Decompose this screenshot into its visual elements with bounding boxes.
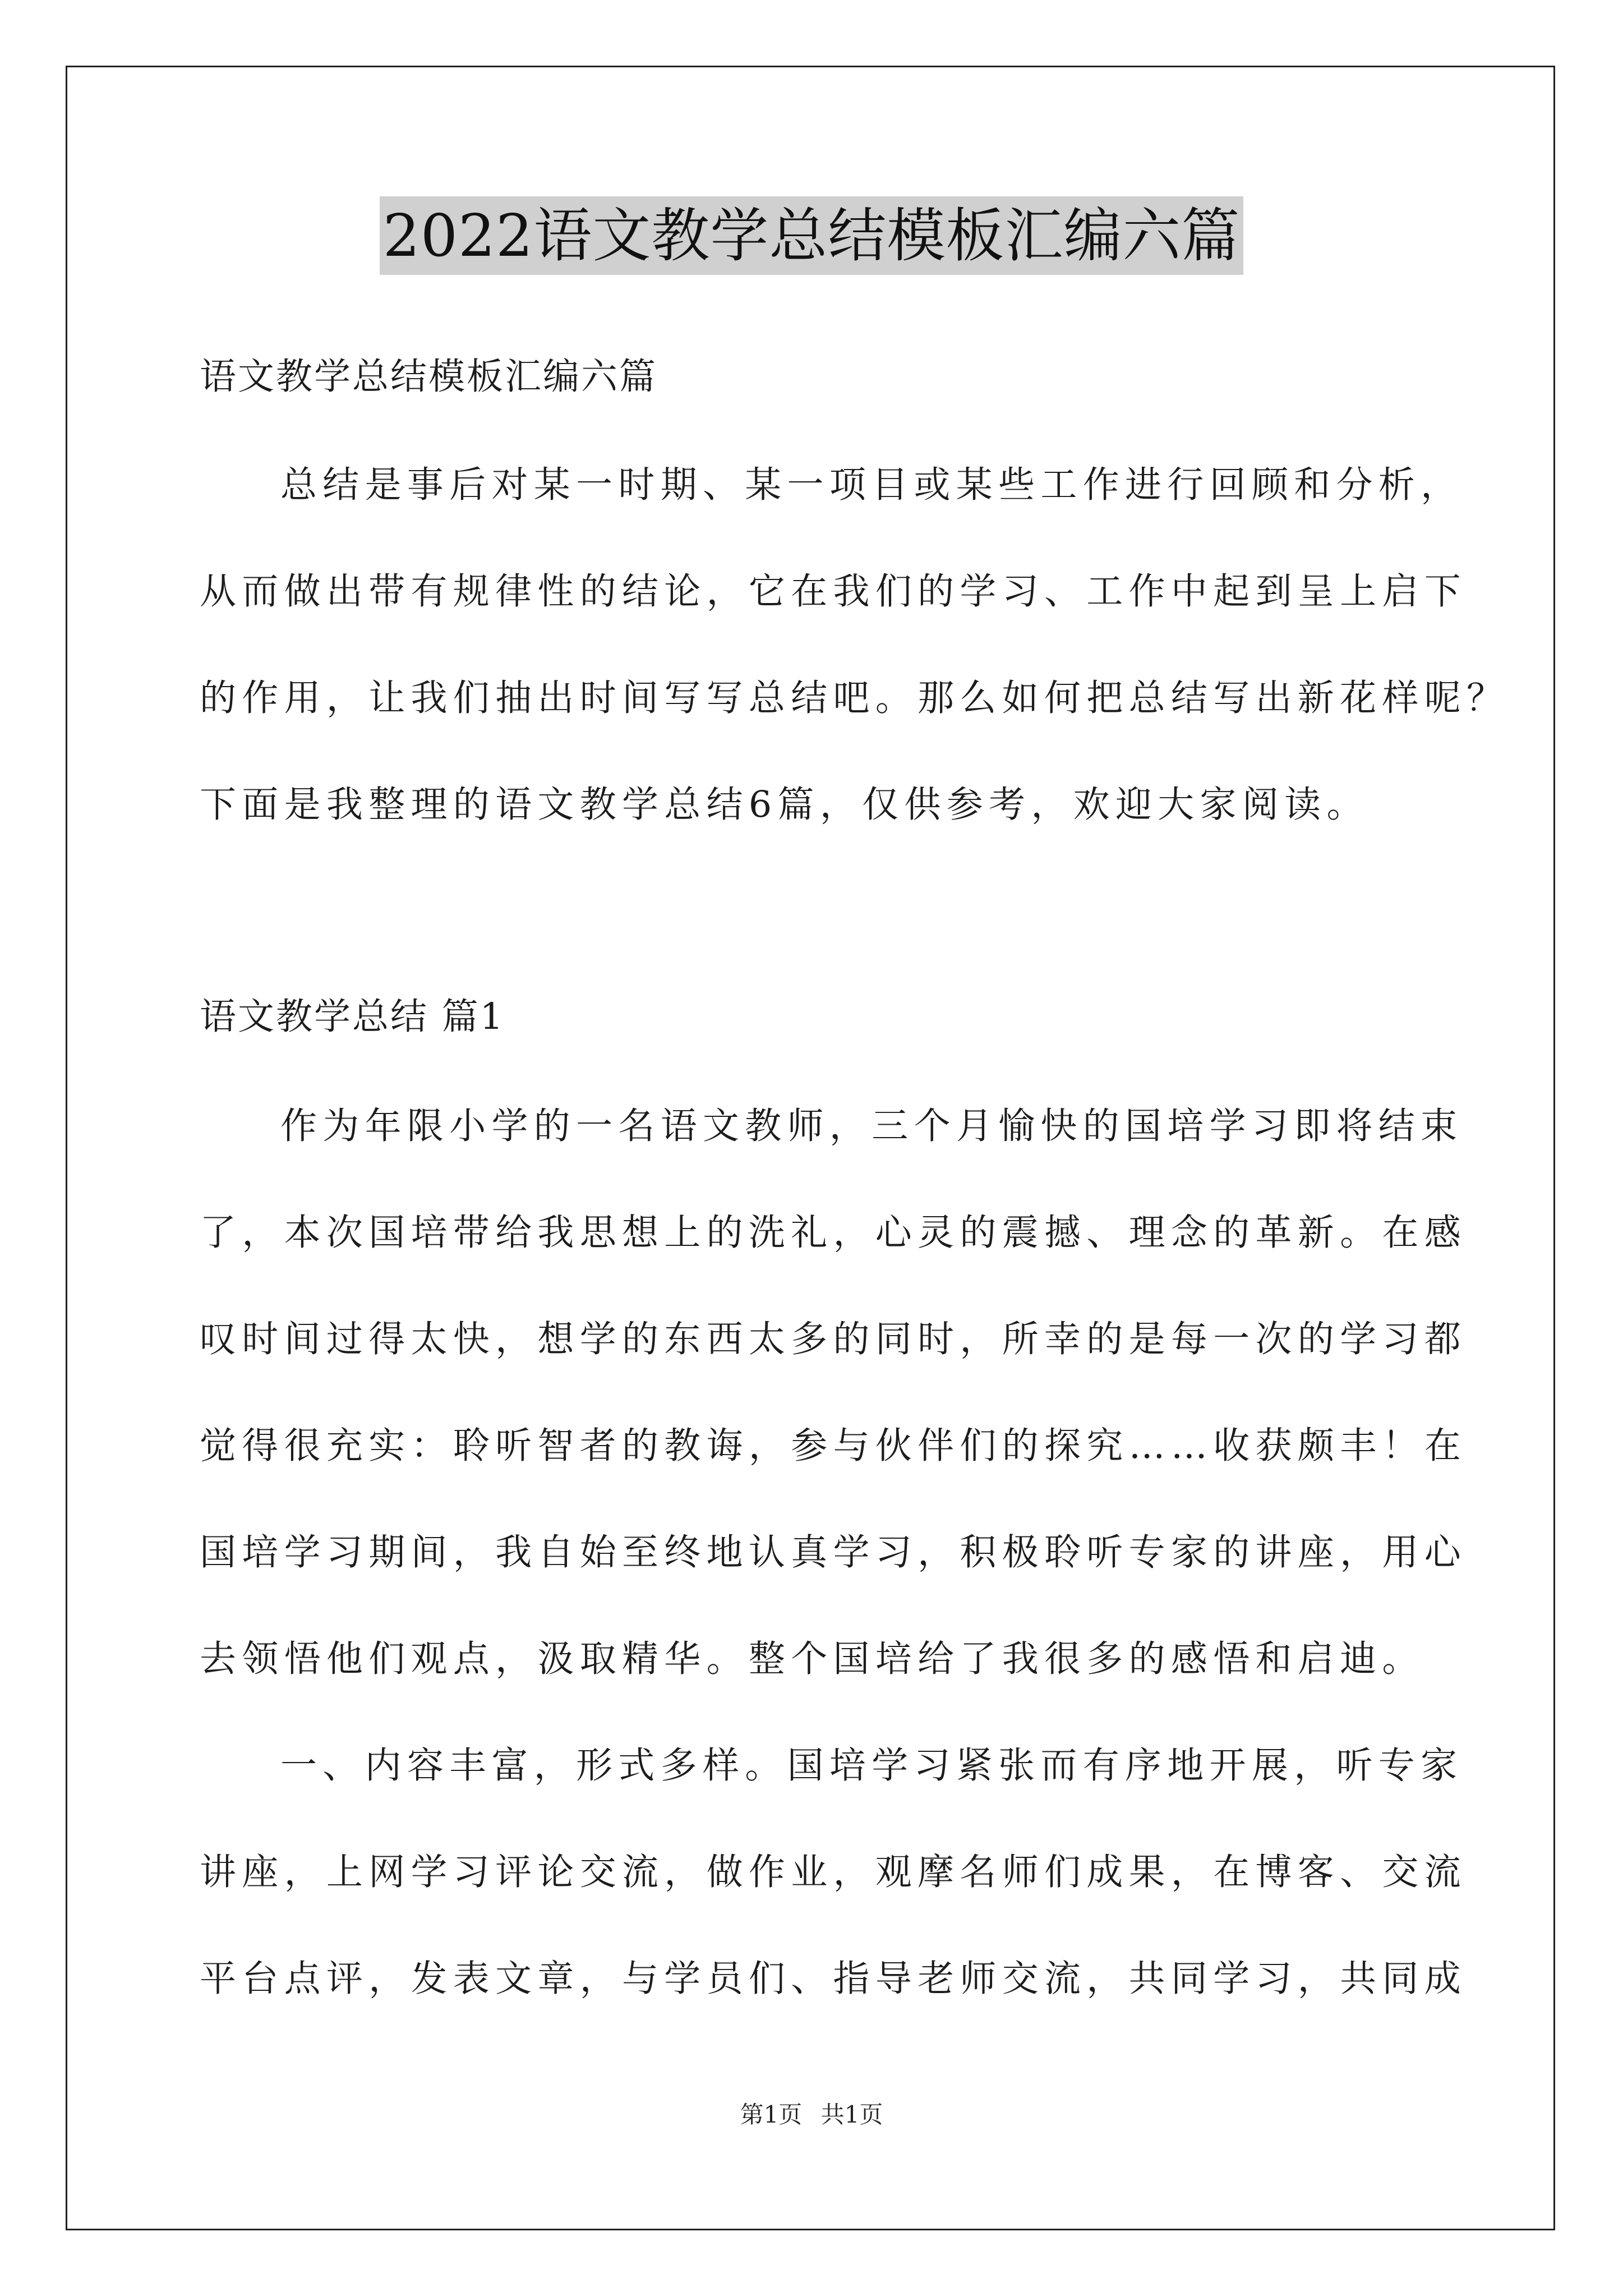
section-line-3: 叹时间过得太快，想学的东西太多的同时，所幸的是每一次的学习都 [200,1318,1467,1360]
intro-line-3: 的作用，让我们抽出时间写写总结吧。那么如何把总结写出新花样呢？ [200,677,1509,719]
intro-line-1: 总结是事后对某一时期、某一项目或某些工作进行回顾和分析， [280,464,1463,506]
point-line-2: 讲座，上网学习评论交流，做作业，观摩名师们成果，在博客、交流 [200,1851,1467,1893]
page-number: 第1页 [740,2101,803,2128]
section-line-2: 了，本次国培带给我思想上的洗礼，心灵的震撼、理念的革新。在感 [200,1212,1467,1254]
section-line-5: 国培学习期间，我自始至终地认真学习，积极聆听专家的讲座，用心 [200,1531,1467,1573]
section-heading: 语文教学总结 篇1 [200,996,505,1038]
section-line-4: 觉得很充实：聆听智者的教诲，参与伙伴们的探究……收获颇丰！在 [200,1425,1467,1467]
section-line-1: 作为年限小学的一名语文教师，三个月愉快的国培学习即将结束 [280,1105,1463,1147]
title-container [0,196,1623,275]
document-subtitle: 语文教学总结模板汇编六篇 [200,356,658,398]
page-total: 共1页 [820,2101,883,2128]
intro-line-2: 从而做出带有规律性的结论，它在我们的学习、工作中起到呈上启下 [200,570,1467,613]
page-footer [0,2098,1623,2132]
section-line-6: 去领悟他们观点，汲取精华。整个国培给了我很多的感悟和启迪。 [200,1638,1424,1680]
document-title: 2022语文教学总结模板汇编六篇 [380,196,1244,275]
intro-line-4: 下面是我整理的语文教学总结6篇，仅供参考，欢迎大家阅读。 [200,784,1369,826]
point-line-1: 一、内容丰富，形式多样。国培学习紧张而有序地开展，听专家 [280,1745,1463,1787]
point-line-3: 平台点评，发表文章，与学员们、指导老师交流，共同学习，共同成 [200,1958,1467,2000]
